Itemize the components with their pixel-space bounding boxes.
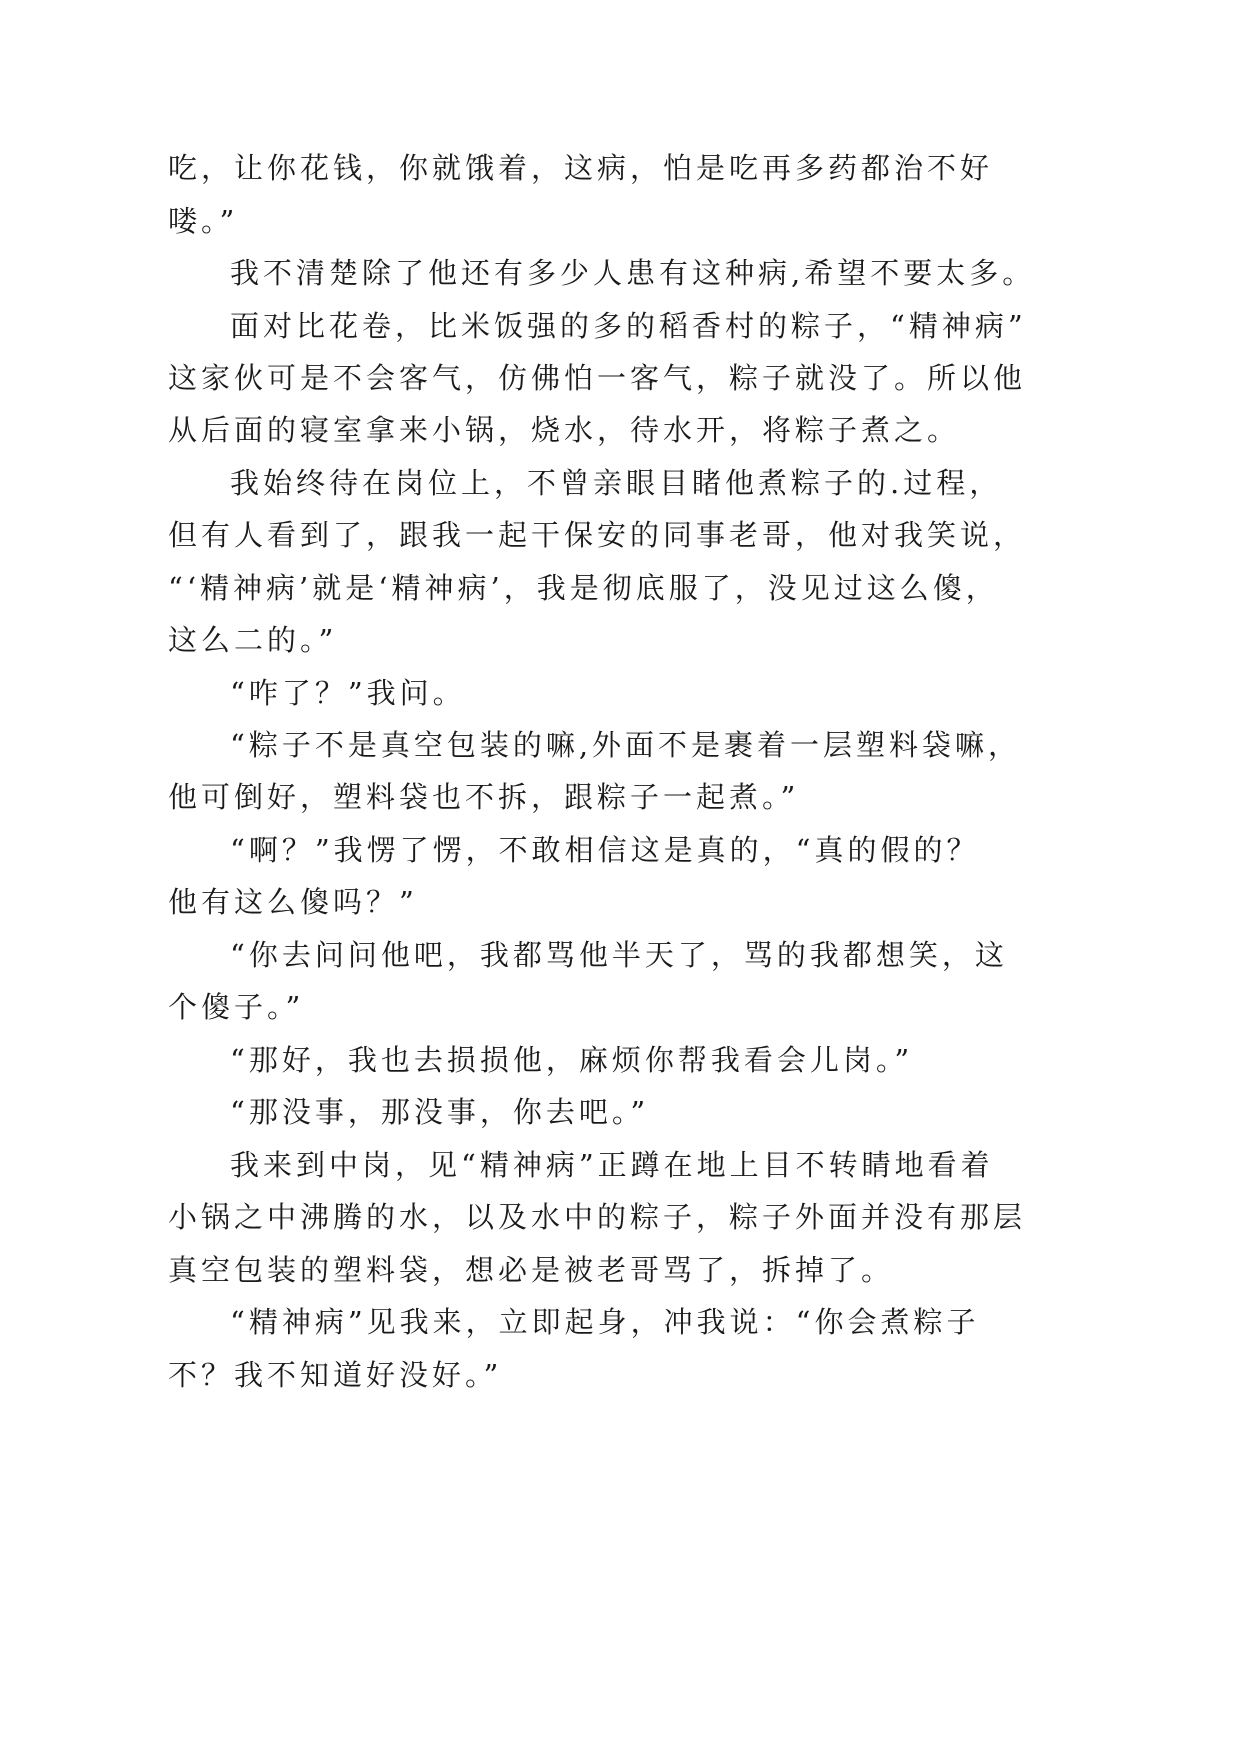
text-line: “粽子不是真空包装的嘛,外面不是裹着一层塑料袋嘛， (230, 728, 1022, 762)
text-line: 个傻子。” (168, 990, 305, 1024)
text-line: 从后面的寝室拿来小锅，烧水，待水开，将粽子煮之。 (168, 413, 961, 447)
text-line: 面对比花卷，比米饭强的多的稻香村的粽子，“精神病” (230, 309, 1027, 343)
text-line: 但有人看到了，跟我一起干保安的同事老哥，他对我笑说， (168, 518, 1027, 552)
text-line: 我不清楚除了他还有多少人患有这种病,希望不要太多。 (230, 256, 1036, 290)
text-line: 真空包装的塑料袋，想必是被老哥骂了，拆掉了。 (168, 1253, 895, 1287)
text-line: 喽。” (168, 204, 239, 238)
text-line: 这家伙可是不会客气，仿佛怕一客气，粽子就没了。所以他 (168, 361, 1027, 395)
text-line: 我来到中岗，见“精神病”正蹲在地上目不转睛地看着 (230, 1148, 994, 1182)
text-line: “咋了？”我问。 (230, 676, 466, 710)
text-line: 他有这么傻吗？” (168, 885, 418, 919)
text-line: “那没事，那没事，你去吧。” (230, 1095, 650, 1129)
text-line: “精神病”见我来，立即起身，冲我说：“你会煮粽子 (230, 1305, 980, 1339)
text-line: 吃，让你花钱，你就饿着，这病，怕是吃再多药都治不好 (168, 151, 994, 185)
text-line: 小锅之中沸腾的水，以及水中的粽子，粽子外面并没有那层 (168, 1200, 1027, 1234)
text-line: 他可倒好，塑料袋也不拆，跟粽子一起煮。” (168, 780, 800, 814)
text-line: 不？我不知道好没好。” (168, 1358, 503, 1392)
text-line: “‘精神病’就是‘精神病’，我是彻底服了，没见过这么傻， (168, 571, 999, 605)
text-line: “那好，我也去损损他，麻烦你帮我看会儿岗。” (230, 1043, 914, 1077)
text-line: 我始终待在岗位上，不曾亲眼目睹他煮粽子的.过程， (230, 466, 1003, 500)
text-line: “你去问问他吧，我都骂他半天了，骂的我都想笑，这 (230, 938, 1008, 972)
text-line: “啊？”我愣了愣，不敢相信这是真的，“真的假的？ (230, 833, 980, 867)
text-line: 这么二的。” (168, 623, 338, 657)
